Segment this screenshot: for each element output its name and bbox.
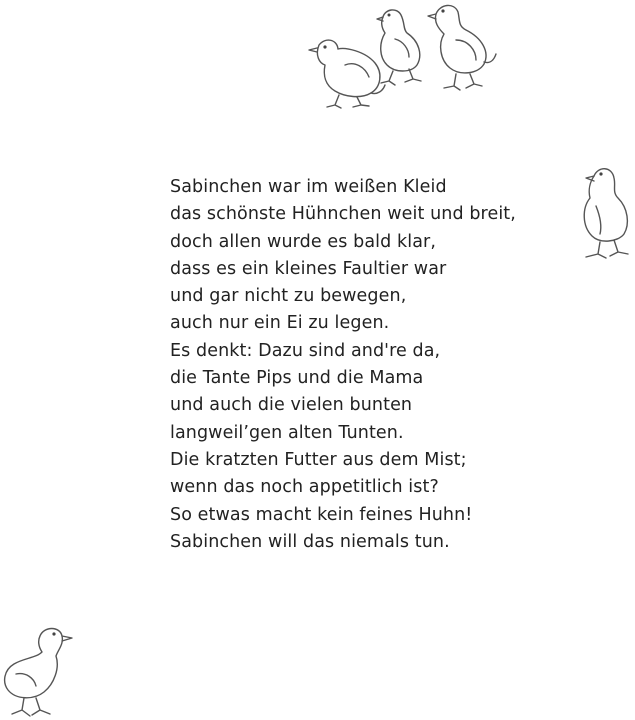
chick-sketch-icon	[375, 5, 427, 87]
chick-illustration-bottom-left	[0, 622, 78, 720]
poem-line: wenn das noch appetitlich ist?	[170, 477, 439, 498]
chick-sketch-icon	[570, 162, 632, 262]
poem-line: doch allen wurde es bald klar,	[170, 231, 436, 252]
poem-line: dass es ein kleines Faultier war	[170, 258, 447, 279]
poem-text	[170, 174, 570, 556]
chick-illustration-right-side	[570, 162, 632, 262]
poem-line: Sabinchen will das niemals tun.	[170, 531, 450, 552]
poem-line: Es denkt: Dazu sind and're da,	[170, 340, 441, 361]
chick-sketch-icon	[426, 0, 498, 92]
poem-line: und gar nicht zu bewegen,	[170, 286, 407, 307]
poem-line: Die kratzten Futter aus dem Mist;	[170, 449, 467, 470]
poem-line: langweil’gen alten Tunten.	[170, 422, 404, 443]
chick-illustration-right-top	[426, 0, 498, 92]
poem-line: die Tante Pips und die Mama	[170, 368, 424, 389]
poem-line: Sabinchen war im weißen Kleid	[170, 177, 447, 197]
chick-illustration-middle-top	[375, 5, 427, 87]
poem-line: und auch die vielen bunten	[170, 395, 413, 416]
poem-line: So etwas macht kein feines Huhn!	[170, 504, 473, 525]
poem-line: auch nur ein Ei zu legen.	[170, 313, 390, 334]
chick-sketch-icon	[0, 622, 78, 720]
poem-line: das schönste Hühnchen weit und breit,	[170, 204, 516, 225]
